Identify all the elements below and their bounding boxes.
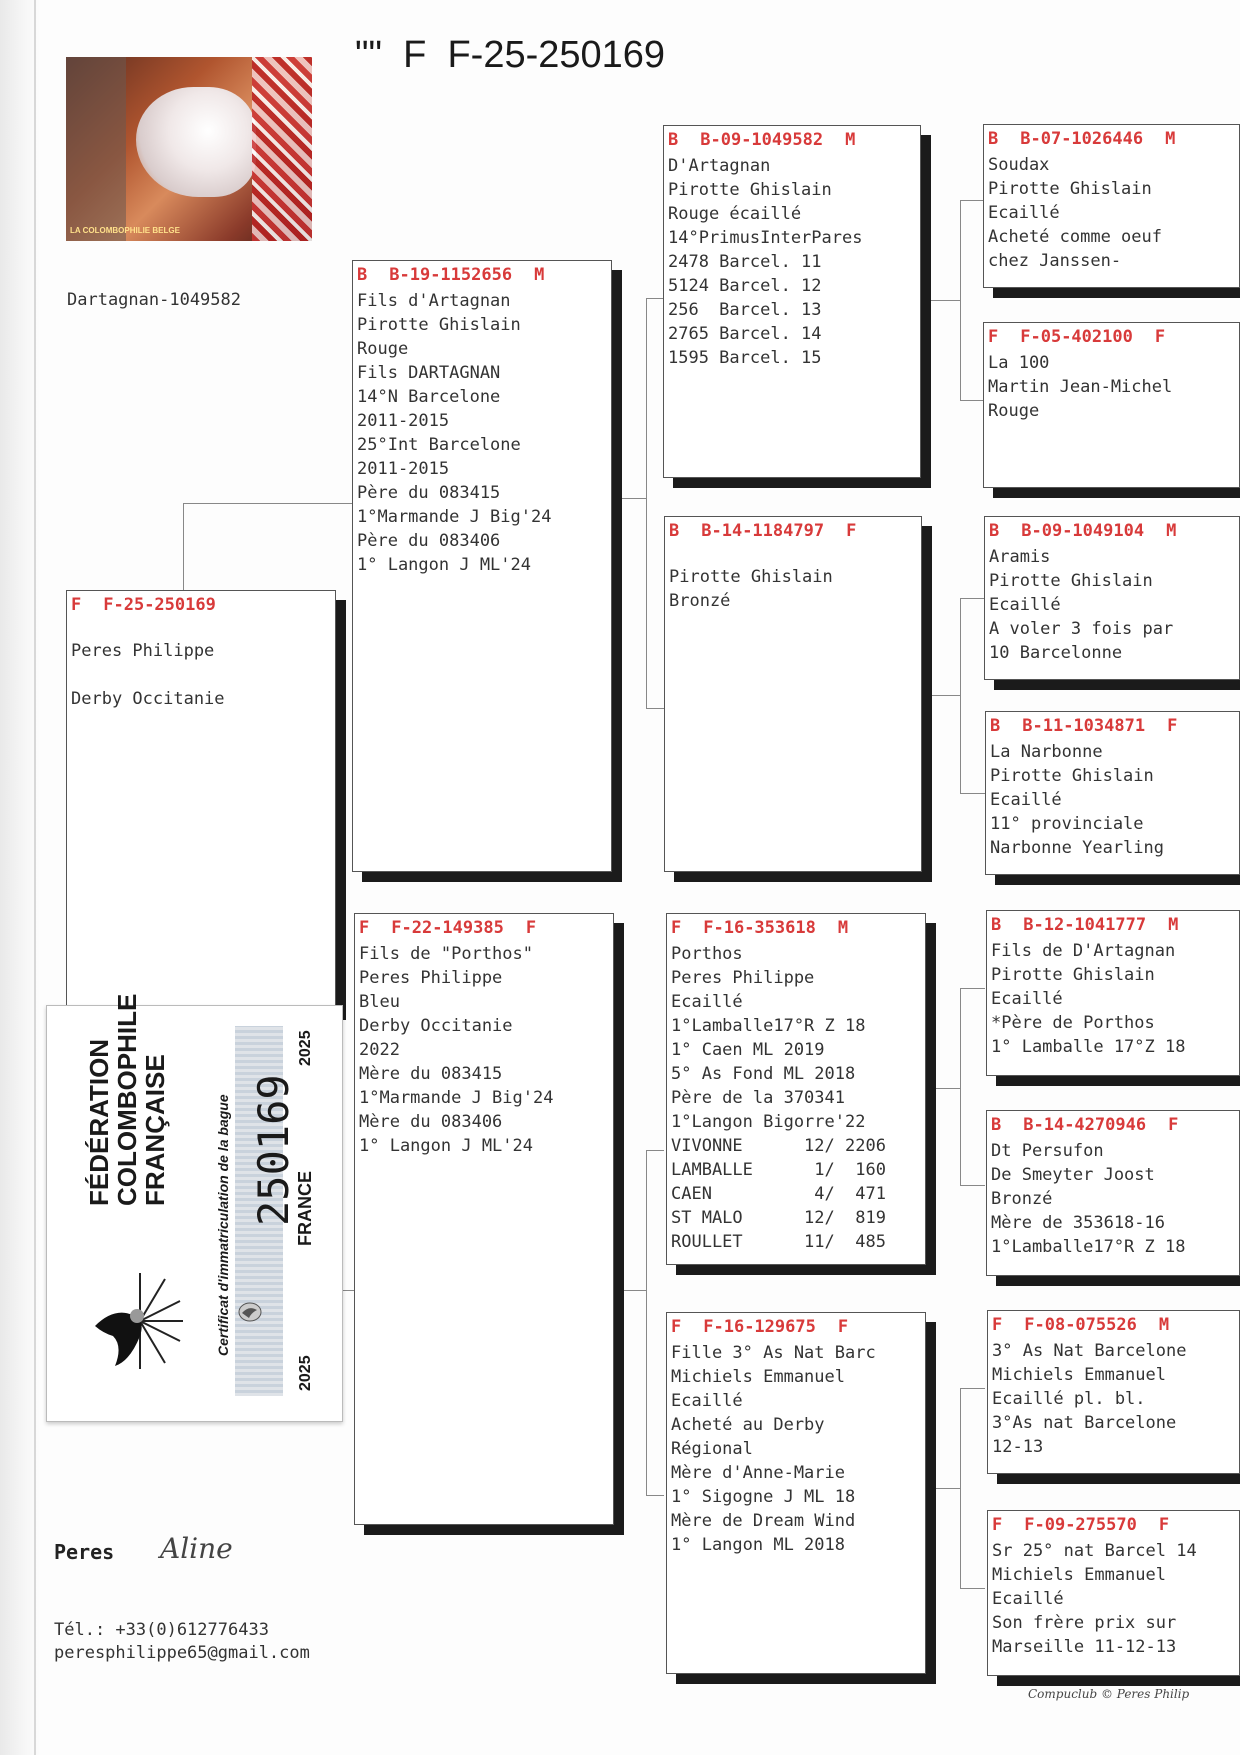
pedigree-line: Narbonne Yearling xyxy=(990,838,1164,858)
pedigree-line: Aramis xyxy=(989,547,1051,567)
pedigree-line: 1° Langon J ML'24 xyxy=(359,1136,533,1156)
pedigree-line: 1°Langon Bigorre'22 xyxy=(671,1112,866,1132)
connector xyxy=(960,793,985,794)
ring-ring: F-25-250169 xyxy=(103,595,216,615)
pedigree-line: 2765 Barcel. 14 xyxy=(668,324,822,344)
ring-country: B xyxy=(357,265,368,285)
pedigree-line: Dt Persufon xyxy=(991,1141,1104,1161)
pedigree-line: LAMBALLE 1/ 160 xyxy=(671,1160,886,1180)
pedigree-line: 1°Marmande J Big'24 xyxy=(359,1088,554,1108)
pedigree-line: Mère du 083415 xyxy=(359,1064,503,1084)
connector xyxy=(646,1495,664,1496)
ring-country: B xyxy=(990,716,1001,736)
federation-name: FÉDÉRATION COLOMBOPHILE FRANÇAISE xyxy=(84,993,170,1206)
ring-ring: B-11-1034871 xyxy=(1022,716,1146,736)
pedigree-line: Bronzé xyxy=(991,1189,1053,1209)
ring-sex: M xyxy=(837,918,849,938)
pedigree-line: 14°N Barcelone xyxy=(357,387,501,407)
ring-header xyxy=(992,1311,1235,1339)
pedigree-line: 14°PrimusInterPares xyxy=(668,228,863,248)
pigeon-name: Dartagnan-1049582 xyxy=(67,290,241,310)
ring-header xyxy=(991,1111,1235,1139)
ring-header xyxy=(991,911,1235,939)
ring-ring: B-09-1049104 xyxy=(1021,521,1145,541)
pedigree-line: 1° Caen ML 2019 xyxy=(671,1040,825,1060)
ring-sex: M xyxy=(845,130,856,150)
pedigree-line: Son frère prix sur xyxy=(992,1613,1177,1633)
pigeon-photo: LA COLOMBOPHILIE BELGE xyxy=(66,57,312,241)
pedigree-line: Rouge xyxy=(988,401,1040,421)
ring-sex: M xyxy=(1166,521,1177,541)
ring-header xyxy=(669,517,917,545)
owner-signature: Aline xyxy=(160,1532,233,1565)
pedigree-line: 12-13 xyxy=(992,1437,1044,1457)
pedigree-line: VIVONNE 12/ 2206 xyxy=(671,1136,886,1156)
connector xyxy=(614,1290,646,1291)
ring-country: F xyxy=(671,1317,682,1337)
ring-country: B xyxy=(669,521,680,541)
pedigree-line: ST MALO 12/ 819 xyxy=(671,1208,886,1228)
pedigree-line: 2022 xyxy=(359,1040,400,1060)
pedigree-line: *Père de Porthos xyxy=(991,1013,1155,1033)
pedigree-ff-mother xyxy=(983,322,1240,488)
ring-country: B xyxy=(989,521,1000,541)
ring-ring: B-19-1152656 xyxy=(389,265,513,285)
pedigree-line: Peres Philippe xyxy=(71,641,215,661)
ring-sex: F xyxy=(1158,1515,1170,1535)
pedigree-line: Fils de "Porthos" xyxy=(359,944,533,964)
pedigree-line: Acheté au Derby xyxy=(671,1415,825,1435)
ring-header xyxy=(671,914,921,942)
ring-country: F xyxy=(671,918,682,938)
pedigree-line: Père de la 370341 xyxy=(671,1088,845,1108)
pedigree-line: Régional xyxy=(671,1439,753,1459)
connector xyxy=(646,1150,664,1151)
pedigree-mm-father xyxy=(987,1310,1240,1474)
ring-country: B xyxy=(988,129,999,149)
pedigree-fm-mother xyxy=(985,711,1240,875)
pedigree-line: 1° Lamballe 17°Z 18 xyxy=(991,1037,1186,1057)
pedigree-line: Michiels Emmanuel xyxy=(992,1365,1166,1385)
ring-sex: F xyxy=(1154,327,1166,347)
ring-ring: B-12-1041777 xyxy=(1023,915,1147,935)
pedigree-line: 11° provinciale xyxy=(990,814,1144,834)
bird-stamp-icon xyxy=(237,1301,263,1323)
certificate-year-bottom: 2025 xyxy=(297,1355,314,1391)
pedigree-line: Ecaillé xyxy=(988,203,1060,223)
connector xyxy=(183,503,355,504)
certificate-caption: Certificat d'immatriculation de la bague xyxy=(215,1094,231,1356)
ring-ring: B-09-1049582 xyxy=(700,130,824,150)
ring-country: B xyxy=(991,915,1002,935)
connector xyxy=(930,300,960,301)
pedigree-line: Soudax xyxy=(988,155,1050,175)
connector xyxy=(930,1088,960,1089)
ring-header xyxy=(988,323,1235,351)
ring-sex: M xyxy=(1165,129,1176,149)
pedigree-line: Pirotte Ghislain xyxy=(669,567,833,587)
pedigree-mf-father xyxy=(986,910,1240,1076)
pedigree-line: Martin Jean-Michel xyxy=(988,377,1173,397)
pedigree-line: A voler 3 fois par xyxy=(989,619,1174,639)
certificate-number: 250169 xyxy=(249,1074,298,1226)
pedigree-line: 2011-2015 xyxy=(357,411,450,431)
connector xyxy=(646,1150,647,1495)
pedigree-line: Pirotte Ghislain xyxy=(668,180,832,200)
owner-surname: Peres xyxy=(54,1540,115,1564)
ring-header xyxy=(357,261,607,289)
pedigree-line: Fille 3° As Nat Barc xyxy=(671,1343,876,1363)
pedigree-line: Père du 083415 xyxy=(357,483,501,503)
connector xyxy=(960,598,985,599)
connector xyxy=(930,1488,960,1489)
ring-country: F xyxy=(988,327,999,347)
certificate-year-top: 2025 xyxy=(297,1030,314,1066)
footer-credit: Compuclub © Peres Philip xyxy=(1028,1687,1190,1701)
ring-header xyxy=(71,591,331,619)
ring-ring: B-14-4270946 xyxy=(1023,1115,1147,1135)
pedigree-line: 5124 Barcel. 12 xyxy=(668,276,822,296)
connector xyxy=(960,598,961,793)
ring-ring: B-07-1026446 xyxy=(1020,129,1144,149)
pedigree-line: Bleu xyxy=(359,992,400,1012)
pedigree-line: Derby Occitanie xyxy=(359,1016,513,1036)
pedigree-line: Derby Occitanie xyxy=(71,689,225,709)
pedigree-line: CAEN 4/ 471 xyxy=(671,1184,886,1204)
pedigree-line: Bronzé xyxy=(669,591,731,611)
ring-header xyxy=(988,125,1235,153)
ring-country: B xyxy=(991,1115,1002,1135)
ring-sex: M xyxy=(1158,1315,1170,1335)
pedigree-line: Peres Philippe xyxy=(671,968,815,988)
ring-header xyxy=(992,1511,1235,1539)
pedigree-line: Peres Philippe xyxy=(359,968,503,988)
pedigree-line: Rouge xyxy=(357,339,409,359)
pedigree-line: Michiels Emmanuel xyxy=(671,1367,845,1387)
connector xyxy=(646,708,664,709)
ring-country: B xyxy=(668,130,679,150)
page-title: "" F F-25-250169 xyxy=(355,34,666,76)
pedigree-line: 25°Int Barcelone xyxy=(357,435,521,455)
connector xyxy=(646,298,664,299)
pedigree-line: 3°As nat Barcelone xyxy=(992,1413,1177,1433)
connector xyxy=(646,298,647,708)
ring-ring: B-14-1184797 xyxy=(701,521,825,541)
ring-header xyxy=(989,517,1235,545)
pedigree-line: 1° Langon ML 2018 xyxy=(671,1535,845,1555)
ring-sex: F xyxy=(1167,716,1178,736)
pedigree-line: 1° Sigogne J ML 18 xyxy=(671,1487,856,1507)
pedigree-line: 1° Langon J ML'24 xyxy=(357,555,531,575)
pedigree-line: 1595 Barcel. 15 xyxy=(668,348,822,368)
pedigree-line: Ecaillé pl. bl. xyxy=(992,1389,1146,1409)
pedigree-line: Ecaillé xyxy=(991,989,1063,1009)
ring-header xyxy=(990,712,1235,740)
pedigree-line: ROULLET 11/ 485 xyxy=(671,1232,886,1252)
connector xyxy=(612,498,646,499)
ring-sex: F xyxy=(1168,1115,1179,1135)
ring-ring: F-22-149385 xyxy=(391,918,504,938)
binder-edge xyxy=(34,0,36,1755)
ring-sex: M xyxy=(534,265,545,285)
connector xyxy=(960,1185,985,1186)
ring-certificate xyxy=(46,993,343,1422)
pedigree-line: chez Janssen- xyxy=(988,251,1122,271)
pedigree-line: Pirotte Ghislain xyxy=(990,766,1154,786)
pedigree-subject xyxy=(66,590,336,1010)
pedigree-line: 256 Barcel. 13 xyxy=(668,300,822,320)
ring-ring: F-05-402100 xyxy=(1020,327,1133,347)
pedigree-father-father xyxy=(663,125,921,478)
pedigree-line: Fils d'Artagnan xyxy=(357,291,511,311)
pedigree-line: Pirotte Ghislain xyxy=(991,965,1155,985)
connector xyxy=(960,200,985,201)
pedigree-line: La Narbonne xyxy=(990,742,1103,762)
pedigree-mm-mother xyxy=(987,1510,1240,1676)
pedigree-line: Ecaillé xyxy=(671,1391,743,1411)
pedigree-line: Ecaillé xyxy=(992,1589,1064,1609)
pedigree-line: 2011-2015 xyxy=(357,459,450,479)
connector xyxy=(960,1388,985,1389)
ring-country: F xyxy=(992,1515,1003,1535)
ring-sex: F xyxy=(525,918,537,938)
ring-header xyxy=(668,126,916,154)
pedigree-line: 2478 Barcel. 11 xyxy=(668,252,822,272)
pedigree-line: Pirotte Ghislain xyxy=(989,571,1153,591)
pedigree-line: Michiels Emmanuel xyxy=(992,1565,1166,1585)
pedigree-line: Ecaillé xyxy=(990,790,1062,810)
connector xyxy=(960,200,961,400)
ring-sex: F xyxy=(837,1317,849,1337)
pedigree-line: La 100 xyxy=(988,353,1050,373)
pedigree-line: Mère de 353618-16 xyxy=(991,1213,1165,1233)
pedigree-line: Pirotte Ghislain xyxy=(988,179,1152,199)
certificate-country: FRANCE xyxy=(295,1171,315,1246)
pedigree-line: Ecaillé xyxy=(989,595,1061,615)
pedigree-line: 1°Lamballe17°R Z 18 xyxy=(991,1237,1186,1257)
ring-header xyxy=(359,914,609,942)
pedigree-line: Ecaillé xyxy=(671,992,743,1012)
pedigree-line: Pirotte Ghislain xyxy=(357,315,521,335)
ring-country: F xyxy=(359,918,370,938)
pedigree-line: Mère d'Anne-Marie xyxy=(671,1463,845,1483)
connector xyxy=(960,988,985,989)
ring-ring: F-09-275570 xyxy=(1024,1515,1137,1535)
connector xyxy=(960,1388,961,1588)
connector xyxy=(960,988,961,1185)
pedigree-line: De Smeyter Joost xyxy=(991,1165,1155,1185)
ring-ring: F-08-075526 xyxy=(1024,1315,1137,1335)
ring-header xyxy=(671,1313,921,1341)
connector xyxy=(183,503,184,593)
pedigree-line: 1°Lamballe17°R Z 18 xyxy=(671,1016,866,1036)
pedigree-ff-father xyxy=(983,124,1240,288)
connector xyxy=(960,1588,985,1589)
owner-phone: Tél.: +33(0)612776433 xyxy=(54,1620,269,1640)
pedigree-line: Rouge écaillé xyxy=(668,204,802,224)
pedigree-line: Fils DARTAGNAN xyxy=(357,363,501,383)
pedigree-fm-father xyxy=(984,516,1240,680)
ring-country: F xyxy=(992,1315,1003,1335)
pedigree-line: 3° As Nat Barcelone xyxy=(992,1341,1187,1361)
pedigree-line: Marseille 11-12-13 xyxy=(992,1637,1177,1657)
pedigree-line: Fils de D'Artagnan xyxy=(991,941,1176,961)
ring-country: F xyxy=(71,595,82,615)
pedigree-father xyxy=(352,260,612,872)
pedigree-line: Père du 083406 xyxy=(357,531,501,551)
pedigree-line: Mère du 083406 xyxy=(359,1112,503,1132)
pedigree-father-mother xyxy=(664,516,922,872)
connector xyxy=(960,400,985,401)
pedigree-line: Porthos xyxy=(671,944,743,964)
pedigree-mother-father xyxy=(666,913,926,1265)
pedigree-mother-mother xyxy=(666,1312,926,1674)
pedigree-mf-mother xyxy=(986,1110,1240,1276)
pedigree-line: Acheté comme oeuf xyxy=(988,227,1162,247)
ring-sex: M xyxy=(1168,915,1179,935)
pedigree-line: 1°Marmande J Big'24 xyxy=(357,507,552,527)
ring-sex: F xyxy=(846,521,857,541)
connector xyxy=(930,695,960,696)
pedigree-line: 5° As Fond ML 2018 xyxy=(671,1064,856,1084)
pedigree-mother xyxy=(354,913,614,1525)
pedigree-line: 10 Barcelonne xyxy=(989,643,1123,663)
pedigree-line: Sr 25° nat Barcel 14 xyxy=(992,1541,1197,1561)
ring-ring: F-16-129675 xyxy=(703,1317,816,1337)
owner-email[interactable]: peresphilippe65@gmail.com xyxy=(54,1643,310,1663)
pedigree-line: Mère de Dream Wind xyxy=(671,1511,856,1531)
federation-logo-icon xyxy=(85,1271,185,1371)
ring-ring: F-16-353618 xyxy=(703,918,816,938)
pedigree-line: D'Artagnan xyxy=(668,156,771,176)
